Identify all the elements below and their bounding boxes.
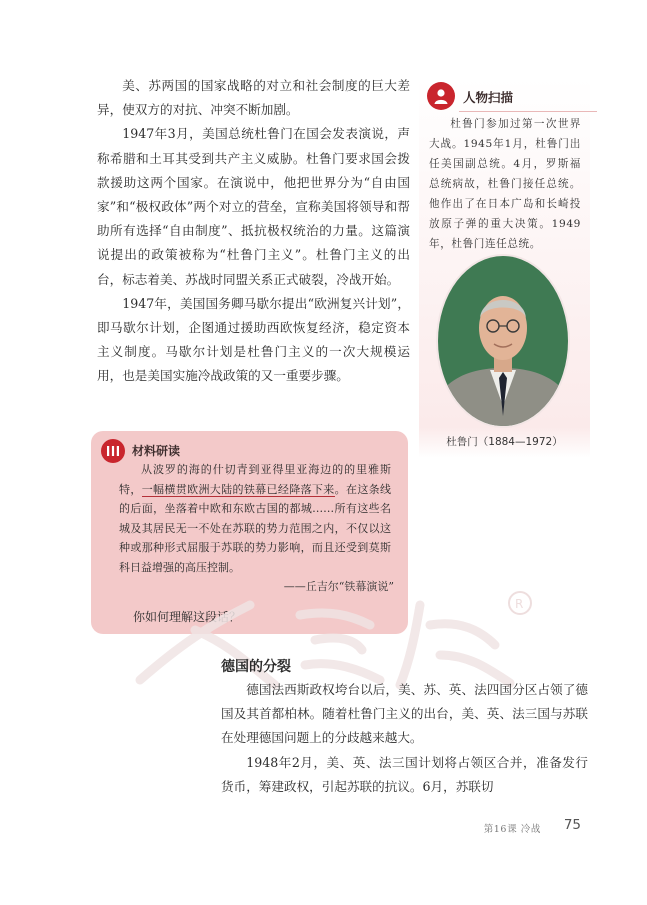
quote-underlined: 一幅横贯欧洲大陆的铁幕已经降落下来 xyxy=(141,482,335,496)
svg-text:R: R xyxy=(515,597,524,611)
material-title: 材料研读 xyxy=(132,444,181,458)
quote-source: ——丘吉尔“铁幕演说” xyxy=(283,580,394,593)
paragraph: 1947年3月，美国总统杜鲁门在国会发表演说，声称希腊和土耳其受到共产主义威胁。杜鲁门要求国会拨款援助这两个国家。在演说中，他把世界分为“自由国家”和“极权政体”两个对立的营垒，宣称美国将领导和帮助所有选择“自由制度”、抵抗极权统治的力量。这篇演说提出的政策被称为“杜鲁门主义”。杜鲁门主义的出台，标志着美、苏战时同盟关系正式破裂，冷战开始。 xyxy=(97,126,410,287)
section-title: 德国的分裂 xyxy=(221,659,291,675)
page-footer xyxy=(453,817,583,835)
sidebar-title: 人物扫描 xyxy=(463,90,514,105)
section-body xyxy=(221,678,588,799)
main-text xyxy=(97,74,410,389)
paragraph: 1947年，美国国务卿马歇尔提出“欧洲复兴计划”，即马歇尔计划，企图通过援助西欧恢复经济，稳定资本主义制度。马歇尔计划是杜鲁门主义的一次大规模运用，也是美国实施冷战政策的又一重要步骤。 xyxy=(97,295,410,384)
material-quote xyxy=(119,460,391,578)
lesson-label: 第16课 冷战 xyxy=(483,824,541,835)
quote-text: 。在这条线的后面，坐落着中欧和东欧古国的都城……所有这些名城及其居民无一不处在苏联的势力范围之内，不仅以这种或那种形式屈服于苏联的势力影响，而且还受到莫斯科日益增强的高压控制。 xyxy=(119,482,392,574)
portrait-truman xyxy=(438,256,568,426)
divider xyxy=(459,111,597,112)
quote-text: 从波罗的海的什切青到亚得里亚海边的的里雅斯特， xyxy=(119,463,391,496)
sidebar-header xyxy=(423,78,583,114)
sidebar-text: 杜鲁门参加过第一次世界大战。1945年1月，杜鲁门出任美国副总统。4月，罗斯福总统病故，杜鲁门接任总统。他作出了在日本广岛和长崎投放原子弹的重大决策。1949年，杜鲁门连任总统。 xyxy=(429,118,581,250)
paragraph: 1948年2月，美、英、法三国计划将占领区合并，准备发行货币，筹建政权，引起苏联的抗议。6月，苏联切 xyxy=(221,754,588,794)
page-number: 75 xyxy=(563,817,581,833)
person-icon xyxy=(427,82,455,110)
portrait-caption: 杜鲁门（1884—1972） xyxy=(446,436,563,448)
paragraph: 美、苏两国的国家战略的对立和社会制度的巨大差异，使双方的对抗、冲突不断加剧。 xyxy=(97,78,410,118)
paragraph: 德国法西斯政权垮台以后，美、苏、英、法四国分区占领了德国及其首都柏林。随着杜鲁门主义的出台，美、英、法三国与苏联在处理德国问题上的分歧越来越大。 xyxy=(221,682,588,746)
material-question: 你如何理解这段话？ xyxy=(133,610,242,624)
